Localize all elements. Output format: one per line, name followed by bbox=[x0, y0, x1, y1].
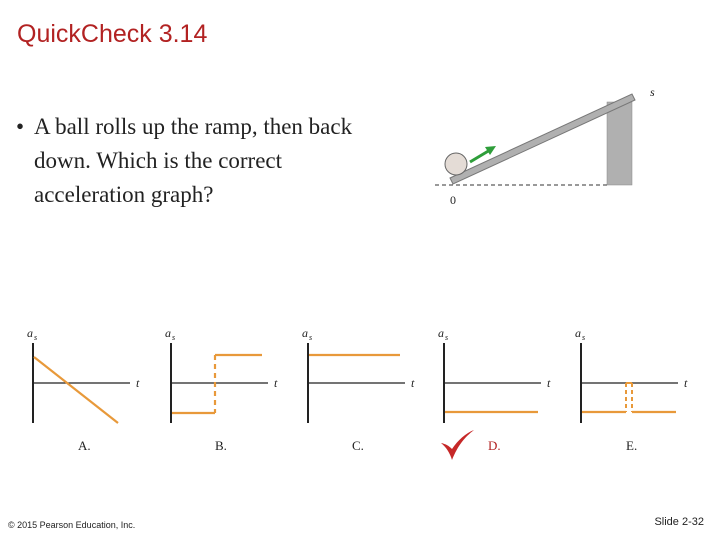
graph-d-y-label: a bbox=[438, 326, 444, 340]
graph-b-y-sub: s bbox=[172, 333, 176, 342]
graph-c bbox=[302, 326, 415, 453]
graph-c-x-label: t bbox=[411, 376, 415, 390]
copyright-footer: © 2015 Pearson Education, Inc. bbox=[8, 520, 136, 530]
graph-d-x-label: t bbox=[547, 376, 551, 390]
graph-e-x-label: t bbox=[684, 376, 688, 390]
question-bullet bbox=[16, 110, 396, 212]
graph-a bbox=[27, 326, 140, 453]
graph-a-x-label: t bbox=[136, 376, 140, 390]
graph-d-y-sub: s bbox=[445, 333, 449, 342]
graph-e-y-sub: s bbox=[582, 333, 586, 342]
checkmark-icon bbox=[441, 430, 474, 460]
graph-d-letter: D. bbox=[488, 438, 501, 453]
graph-e-y-label: a bbox=[575, 326, 581, 340]
ball bbox=[445, 153, 467, 175]
ramp-axis-label: s bbox=[650, 85, 655, 99]
graph-e-letter: E. bbox=[626, 438, 638, 453]
velocity-arrow bbox=[470, 150, 490, 162]
graph-e bbox=[575, 326, 688, 453]
graph-d bbox=[438, 326, 551, 460]
graph-b-letter: B. bbox=[215, 438, 227, 453]
slide-number: Slide 2-32 bbox=[654, 516, 704, 528]
question-text: A ball rolls up the ramp, then back down. Which is the correct acceleration graph? bbox=[34, 114, 353, 207]
ramp-support bbox=[607, 102, 632, 185]
graph-a-y-label: a bbox=[27, 326, 33, 340]
graph-b-y-label: a bbox=[165, 326, 171, 340]
bullet-marker: • bbox=[16, 114, 25, 139]
ramp-diagram bbox=[430, 80, 670, 210]
graph-b bbox=[165, 326, 278, 453]
graph-a-curve bbox=[34, 357, 118, 423]
graph-c-letter: C. bbox=[352, 438, 364, 453]
graph-c-y-label: a bbox=[302, 326, 308, 340]
graph-a-y-sub: s bbox=[34, 333, 38, 342]
acceleration-graphs bbox=[0, 315, 720, 465]
graph-c-y-sub: s bbox=[309, 333, 313, 342]
slide-title: QuickCheck 3.14 bbox=[17, 20, 208, 48]
graph-b-x-label: t bbox=[274, 376, 278, 390]
ramp-origin-label: 0 bbox=[450, 193, 456, 207]
graph-a-letter: A. bbox=[78, 438, 91, 453]
